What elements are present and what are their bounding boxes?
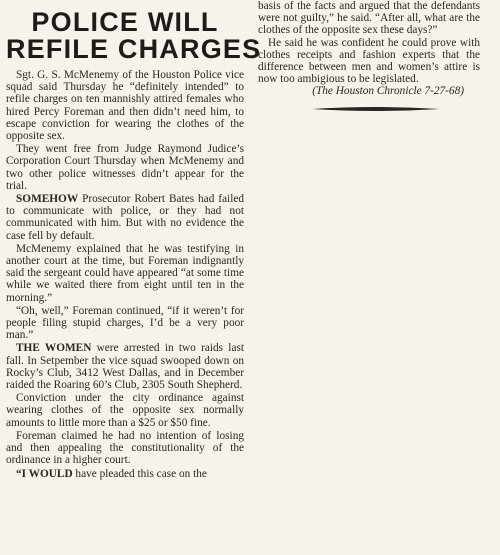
paragraph-kicker: THE WOMEN: [16, 342, 92, 355]
headline: [6, 7, 262, 64]
paragraph-text: Prosecutor Robert Bates had failed to communicate with police, or they had not communicated with him. But with no evidence the case fell by default.: [6, 193, 244, 242]
article-paragraph: [6, 392, 244, 429]
headline-line-2: REFILE CHARGES: [6, 34, 262, 64]
headline-line-1: POLICE WILL: [31, 7, 219, 37]
paragraph-text: Foreman claimed he had no intention of losing and then appealing the constitutionality of the ordinance in a higher court.: [6, 429, 244, 467]
paragraph-text: basis of the facts and argued that the defendants were not guilty,” he said. “After all, what are the clothes of the opposite sex these days?”: [258, 0, 480, 37]
article-paragraph: [6, 305, 244, 342]
right-column: [258, 0, 480, 119]
paragraph-text: McMenemy explained that he was testifying in another court at the time, but Foreman indignantly said the sergeant could have appeared “at some time while we waited there from eight until ten in the morning.”: [6, 242, 244, 304]
source-credit: (The Houston Chronicle 7-27-68): [312, 85, 464, 98]
article-paragraph: [6, 193, 244, 242]
paragraph-text: They went free from Judge Raymond Judice’s Corporation Court Thursday when McMenemy and two other police witnesses didn’t appear for the trial.: [6, 143, 244, 192]
article-paragraph: [6, 468, 244, 480]
article-paragraph: [6, 143, 244, 192]
article-paragraph: [6, 342, 244, 391]
left-column-body: [6, 69, 244, 480]
left-column: [6, 0, 262, 481]
article-paragraph: [6, 430, 244, 467]
paragraph-text: have pleaded this case on the: [72, 467, 207, 480]
article-paragraph: [6, 69, 244, 142]
paragraph-text: He said he was confident he could prove with clothes receipts and fashion experts that the difference between men and women’s attire is now too ambigious to be legislated.: [258, 36, 480, 86]
paragraph-text: Sgt. G. S. McMenemy of the Houston Police vice squad said Thursday he “definitely intended” to refile charges on ten mannishly attired females who hired Percy Foreman and then didn’t need him, to escape conviction for wearing the clothes of the opposite sex.: [6, 69, 244, 143]
paragraph-kicker: “I WOULD: [16, 467, 73, 480]
right-column-body: [258, 0, 480, 85]
paragraph-text: Conviction under the city ordinance against wearing clothes of the opposite sex normally amounts to little more than a $25 or $50 fine.: [6, 392, 244, 429]
article-paragraph: [258, 0, 480, 37]
article-paragraph: [258, 37, 480, 86]
end-ornament: [310, 104, 442, 114]
paragraph-kicker: SOMEHOW: [16, 193, 79, 206]
article-paragraph: [6, 243, 244, 304]
paragraph-text: were arrested in two raids last fall. In Setpember the vice squad swooped down on Rocky’s Club, 3412 West Dallas, and in December raided the Roaring 60’s Club, 2305 South Shepherd.: [6, 342, 244, 392]
paragraph-text: “Oh, well,” Foreman continued, “if it weren’t for people filing stupid charges, I’d be a very poor man.”: [6, 304, 244, 342]
